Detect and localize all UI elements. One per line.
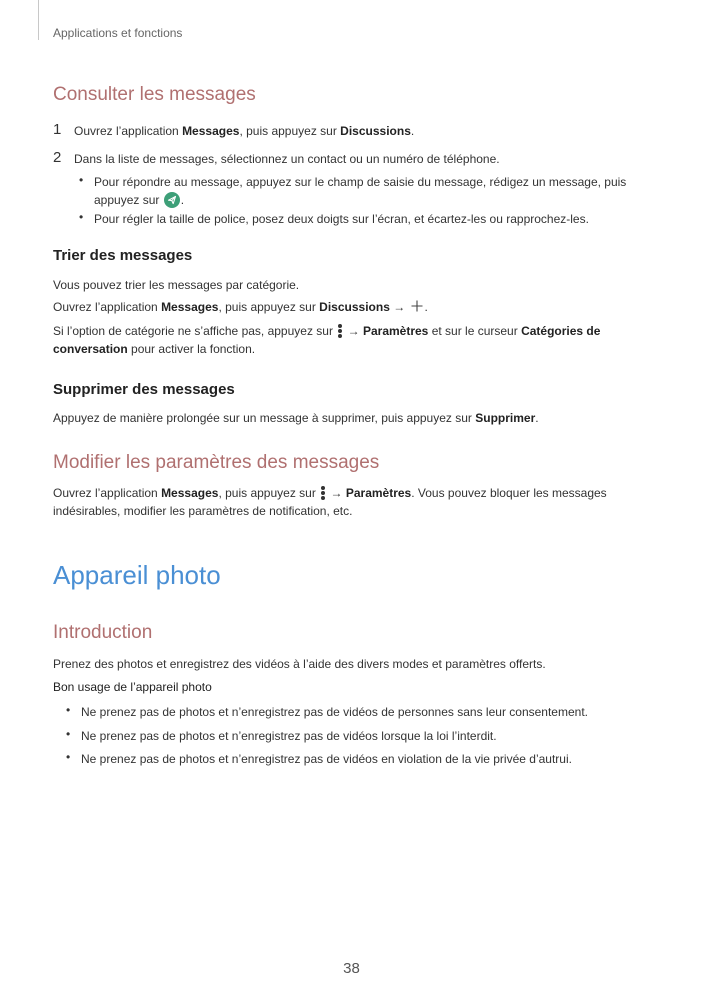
- bullet-reply-end: .: [180, 193, 185, 207]
- step-1-bold-discussions: Discussions: [340, 124, 411, 138]
- section-title-consult: Consulter les messages: [53, 84, 256, 105]
- settings-para-part: Ouvrez l’application: [53, 486, 162, 500]
- sort-para-2-part: , puis appuyez sur: [218, 300, 320, 314]
- send-icon: [164, 192, 180, 208]
- step-1-text: [74, 122, 414, 140]
- sort-para-2-part: Ouvrez l’application: [53, 300, 162, 314]
- bullet-reply-line1: Pour répondre au message, appuyez sur le champ de saisie du message, rédigez un message, puis: [94, 175, 627, 189]
- delete-para-part: .: [535, 411, 539, 425]
- sort-para-3-part: Si l’option de catégorie ne s’affiche pas, appuyez sur: [53, 324, 337, 338]
- step-number-2: 2: [53, 149, 62, 166]
- section-title-settings: Modifier les paramètres des messages: [53, 452, 380, 473]
- arrow: →: [327, 486, 346, 500]
- plus-icon: [411, 299, 423, 311]
- intro-subhead: Bon usage de l’appareil photo: [53, 680, 212, 694]
- sort-bold-parametres: Paramètres: [362, 324, 429, 338]
- bullet-reply-line2: appuyez sur: [94, 193, 163, 207]
- sort-bold-categories: Catégories de: [521, 324, 601, 338]
- page-number: 38: [343, 960, 360, 977]
- intro-para: Prenez des photos et enregistrez des vidéos à l’aide des divers modes et paramètres offerts.: [53, 657, 546, 671]
- sort-bold-discussions: Discussions: [319, 300, 390, 314]
- settings-bold-messages: Messages: [161, 486, 219, 500]
- more-options-icon: [320, 485, 326, 501]
- sort-bold-messages: Messages: [161, 300, 219, 314]
- section-title-sort: Trier des messages: [53, 247, 193, 264]
- intro-bullet-3: Ne prenez pas de photos et n’enregistrez pas de vidéos en violation de la vie privée d’autrui.: [81, 752, 572, 766]
- delete-para: [53, 409, 539, 427]
- arrow: →: [389, 300, 409, 314]
- settings-para: [53, 484, 607, 520]
- section-title-delete: Supprimer des messages: [53, 381, 235, 398]
- sort-para-2: [53, 298, 428, 316]
- settings-para-line2: indésirables, modifier les paramètres de notification, etc.: [53, 504, 353, 518]
- settings-para-part: . Vous pouvez bloquer les messages: [411, 486, 607, 500]
- settings-bold-parametres: Paramètres: [345, 486, 412, 500]
- section-title-introduction: Introduction: [53, 622, 153, 643]
- step-2-text: Dans la liste de messages, sélectionnez un contact ou un numéro de téléphone.: [74, 152, 500, 166]
- step-1-part: .: [410, 124, 415, 138]
- more-options-icon: [337, 323, 343, 339]
- step-number-1: 1: [53, 121, 62, 138]
- settings-para-part: , puis appuyez sur: [218, 486, 320, 500]
- sort-para-3-part: et sur le curseur: [428, 324, 522, 338]
- sort-para-3-part: pour activer la fonction.: [127, 342, 256, 356]
- running-title: Applications et fonctions: [53, 26, 183, 40]
- bullet-reply: [94, 173, 626, 209]
- bullet-font-size: Pour régler la taille de police, posez deux doigts sur l’écran, et écartez-les ou rapprochez-les.: [94, 212, 589, 226]
- sort-bold-conversation: conversation: [53, 342, 128, 356]
- bullet-dot: •: [79, 173, 84, 187]
- step-1-part: Ouvrez l’application: [74, 124, 183, 138]
- delete-bold-supprimer: Supprimer: [475, 411, 536, 425]
- intro-bullet-1: Ne prenez pas de photos et n’enregistrez pas de vidéos de personnes sans leur consentement.: [81, 705, 588, 719]
- delete-para-part: Appuyez de manière prolongée sur un message à supprimer, puis appuyez sur: [53, 411, 476, 425]
- bullet-dot: •: [66, 750, 71, 764]
- sort-para-3: [53, 322, 600, 358]
- step-1-part: , puis appuyez sur: [239, 124, 341, 138]
- header-rule: [38, 0, 39, 40]
- chapter-title: Appareil photo: [53, 560, 221, 590]
- sort-para-2-end: .: [424, 300, 428, 314]
- arrow: →: [344, 324, 363, 338]
- intro-bullet-2: Ne prenez pas de photos et n’enregistrez pas de vidéos lorsque la loi l’interdit.: [81, 729, 497, 743]
- bullet-dot: •: [79, 210, 84, 224]
- bullet-dot: •: [66, 703, 71, 717]
- step-1-bold-messages: Messages: [182, 124, 240, 138]
- sort-para-1: Vous pouvez trier les messages par catégorie.: [53, 278, 300, 292]
- bullet-dot: •: [66, 727, 71, 741]
